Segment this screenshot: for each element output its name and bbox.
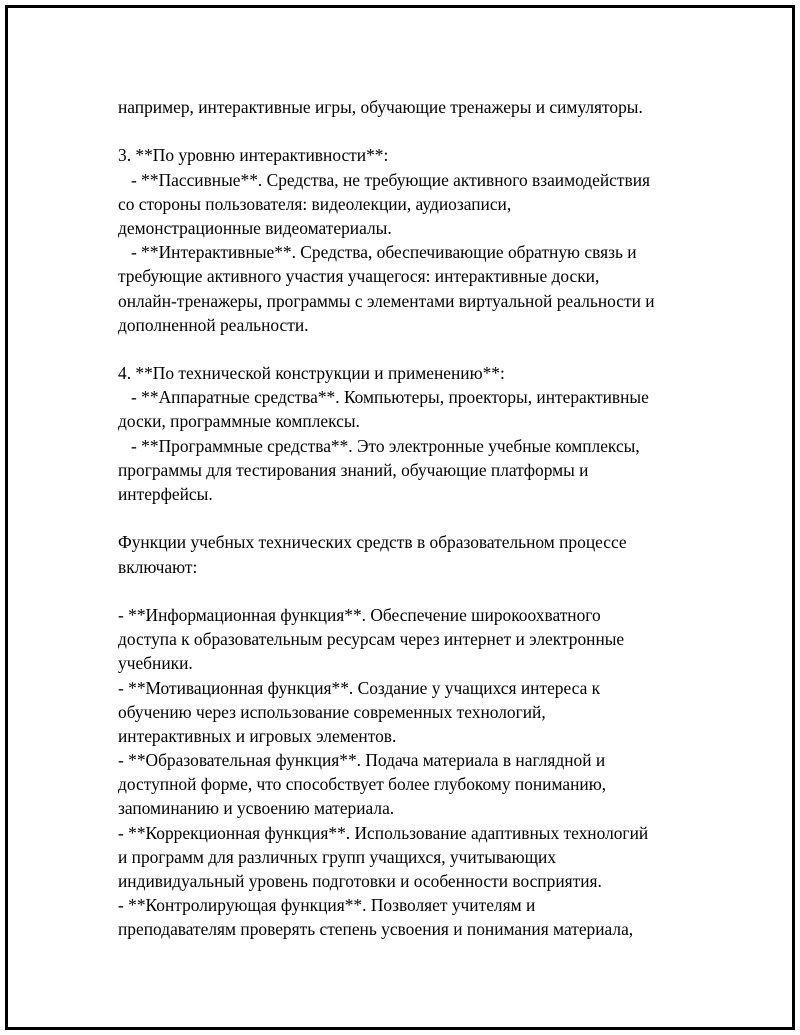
text-line: учебники. xyxy=(118,653,193,674)
text-line: доступной форме, что способствует более глубокому пониманию, xyxy=(118,774,607,795)
text-line: индивидуальный уровень подготовки и особенности восприятия. xyxy=(118,871,602,891)
text-line: - **Информационная функция**. Обеспечение широкоохватного xyxy=(118,604,601,625)
text-line: - **Контролирующая функция**. Позволяет учителям и xyxy=(118,895,536,916)
text-line: интерактивных и игровых элементов. xyxy=(118,725,397,746)
text-line: - **Коррекционная функция**. Использование адаптивных технологий xyxy=(118,822,649,843)
text-line: доступа к образовательным ресурсам через интернет и электронные xyxy=(118,629,625,650)
text-line: - **Аппаратные средства**. Компьютеры, проекторы, интерактивные xyxy=(118,387,649,408)
blank-line xyxy=(118,119,718,143)
text-line: 4. **По технической конструкции и применению**: xyxy=(118,363,505,384)
text-line: - **Интерактивные**. Средства, обеспечивающие обратную связь и xyxy=(118,242,637,263)
blank-line xyxy=(118,579,718,603)
text-line: запоминанию и усвоению материала. xyxy=(118,798,395,819)
text-line: - **Образовательная функция**. Подача материала в наглядной и xyxy=(118,750,606,771)
text-line: - **Программные средства**. Это электронные учебные комплексы, xyxy=(118,435,640,456)
blank-line xyxy=(118,506,718,530)
text-line: преподавателям проверять степень усвоения и понимания материала, xyxy=(118,919,634,940)
text-line: Функции учебных технических средств в образовательном процессе xyxy=(118,532,627,553)
text-line: онлайн-тренажеры, программы с элементами виртуальной реальности и xyxy=(118,290,655,311)
text-line: и программ для различных групп учащихся, учитывающих xyxy=(118,846,557,867)
text-line: - **Мотивационная функция**. Создание у учащихся интереса к xyxy=(118,677,601,698)
text-line: доски, программные комплексы. xyxy=(118,411,360,432)
text-line: программы для тестирования знаний, обучающие платформы и xyxy=(118,459,589,480)
text-line: демонстрационные видеоматериалы. xyxy=(118,217,392,238)
text-line: интерфейсы. xyxy=(118,484,213,504)
text-line: 3. **По уровню интерактивности**: xyxy=(118,145,389,166)
text-line: дополненной реальности. xyxy=(118,314,309,335)
blank-line xyxy=(118,337,718,361)
text-line: требующие активного участия учащегося: интерактивные доски, xyxy=(118,266,600,287)
text-line: например, интерактивные игры, обучающие тренажеры и симуляторы. xyxy=(118,97,643,117)
text-line: обучению через использование современных технологий, xyxy=(118,701,546,722)
text-line: - **Пассивные**. Средства, не требующие активного взаимодействия xyxy=(118,169,651,190)
text-line: включают: xyxy=(118,556,198,577)
text-line: со стороны пользователя: видеолекции, аудиозаписи, xyxy=(118,193,512,214)
document-body xyxy=(118,95,718,942)
